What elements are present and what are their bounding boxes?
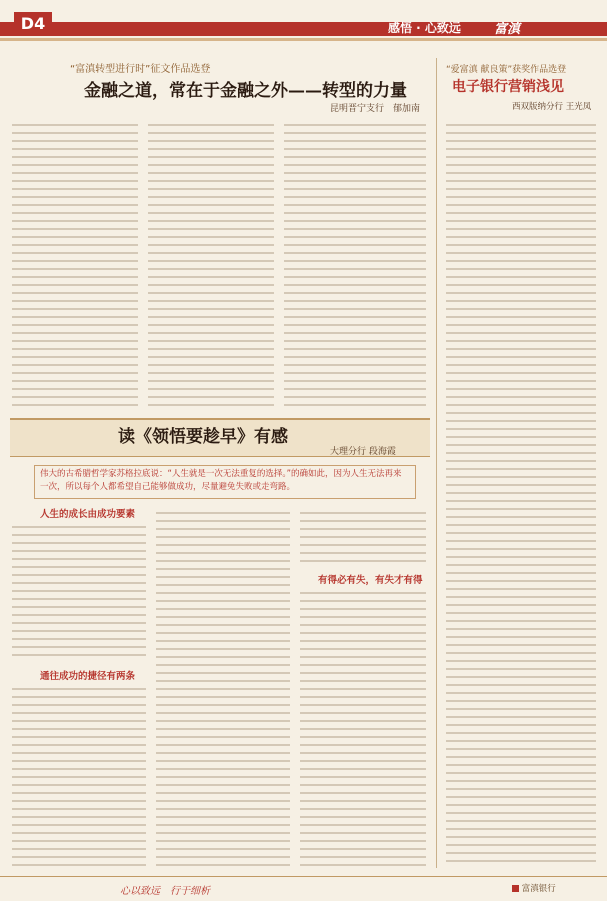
page-header <box>0 0 607 62</box>
second-text-column-2 <box>156 506 290 868</box>
footer-slogan: 心以致远 行于细析 <box>120 886 210 897</box>
sidebar-byline: 西双版纳分行 王光凤 <box>512 102 592 112</box>
header-rule <box>0 38 607 41</box>
pull-quote: 伟大的古希腊哲学家苏格拉底说：“人生就是一次无法重复的选择。”的确如此，因为人生无法再来一次，所以每个人都希望自己能够做成功，尽量避免失败或走弯路。 <box>40 469 402 492</box>
section-head-1: 人生的成长由成功要素 <box>40 509 136 520</box>
lead-kicker: “富滇转型进行时”征文作品选登 <box>70 64 211 75</box>
sidebar-title: 电子银行营销浅见 <box>452 79 564 95</box>
footer-brand <box>512 882 556 894</box>
column-name: 感悟 · 心致远 <box>388 21 461 35</box>
second-text-column-1b <box>12 682 146 868</box>
sidebar-text-column <box>446 118 596 866</box>
second-article-byline: 大理分行 段海霞 <box>330 447 396 457</box>
lead-text-column-3 <box>284 118 426 408</box>
lead-byline: 昆明晋宁支行 郁加南 <box>330 104 421 114</box>
footer-brand-name: 富滇银行 <box>521 884 556 894</box>
lead-text-column-1 <box>12 118 138 408</box>
second-text-column-3a <box>300 506 426 566</box>
second-text-column-3b <box>300 586 426 868</box>
second-article-title: 读《领悟要趁早》有感 <box>118 427 288 447</box>
section-head-3: 有得必有失，有失才有得 <box>318 575 423 586</box>
sidebar-kicker: “爱富滇 献良策”获奖作品选登 <box>446 65 567 75</box>
lead-text-column-2 <box>148 118 274 408</box>
lead-title: 金融之道，常在于金融之外——转型的力量 <box>84 81 407 101</box>
section-head-2: 通往成功的捷径有两条 <box>40 671 136 682</box>
masthead: 富滇 <box>494 22 521 37</box>
brand-logo-icon <box>512 885 519 892</box>
page-number: D4 <box>14 12 52 36</box>
second-text-column-1a <box>12 520 146 660</box>
